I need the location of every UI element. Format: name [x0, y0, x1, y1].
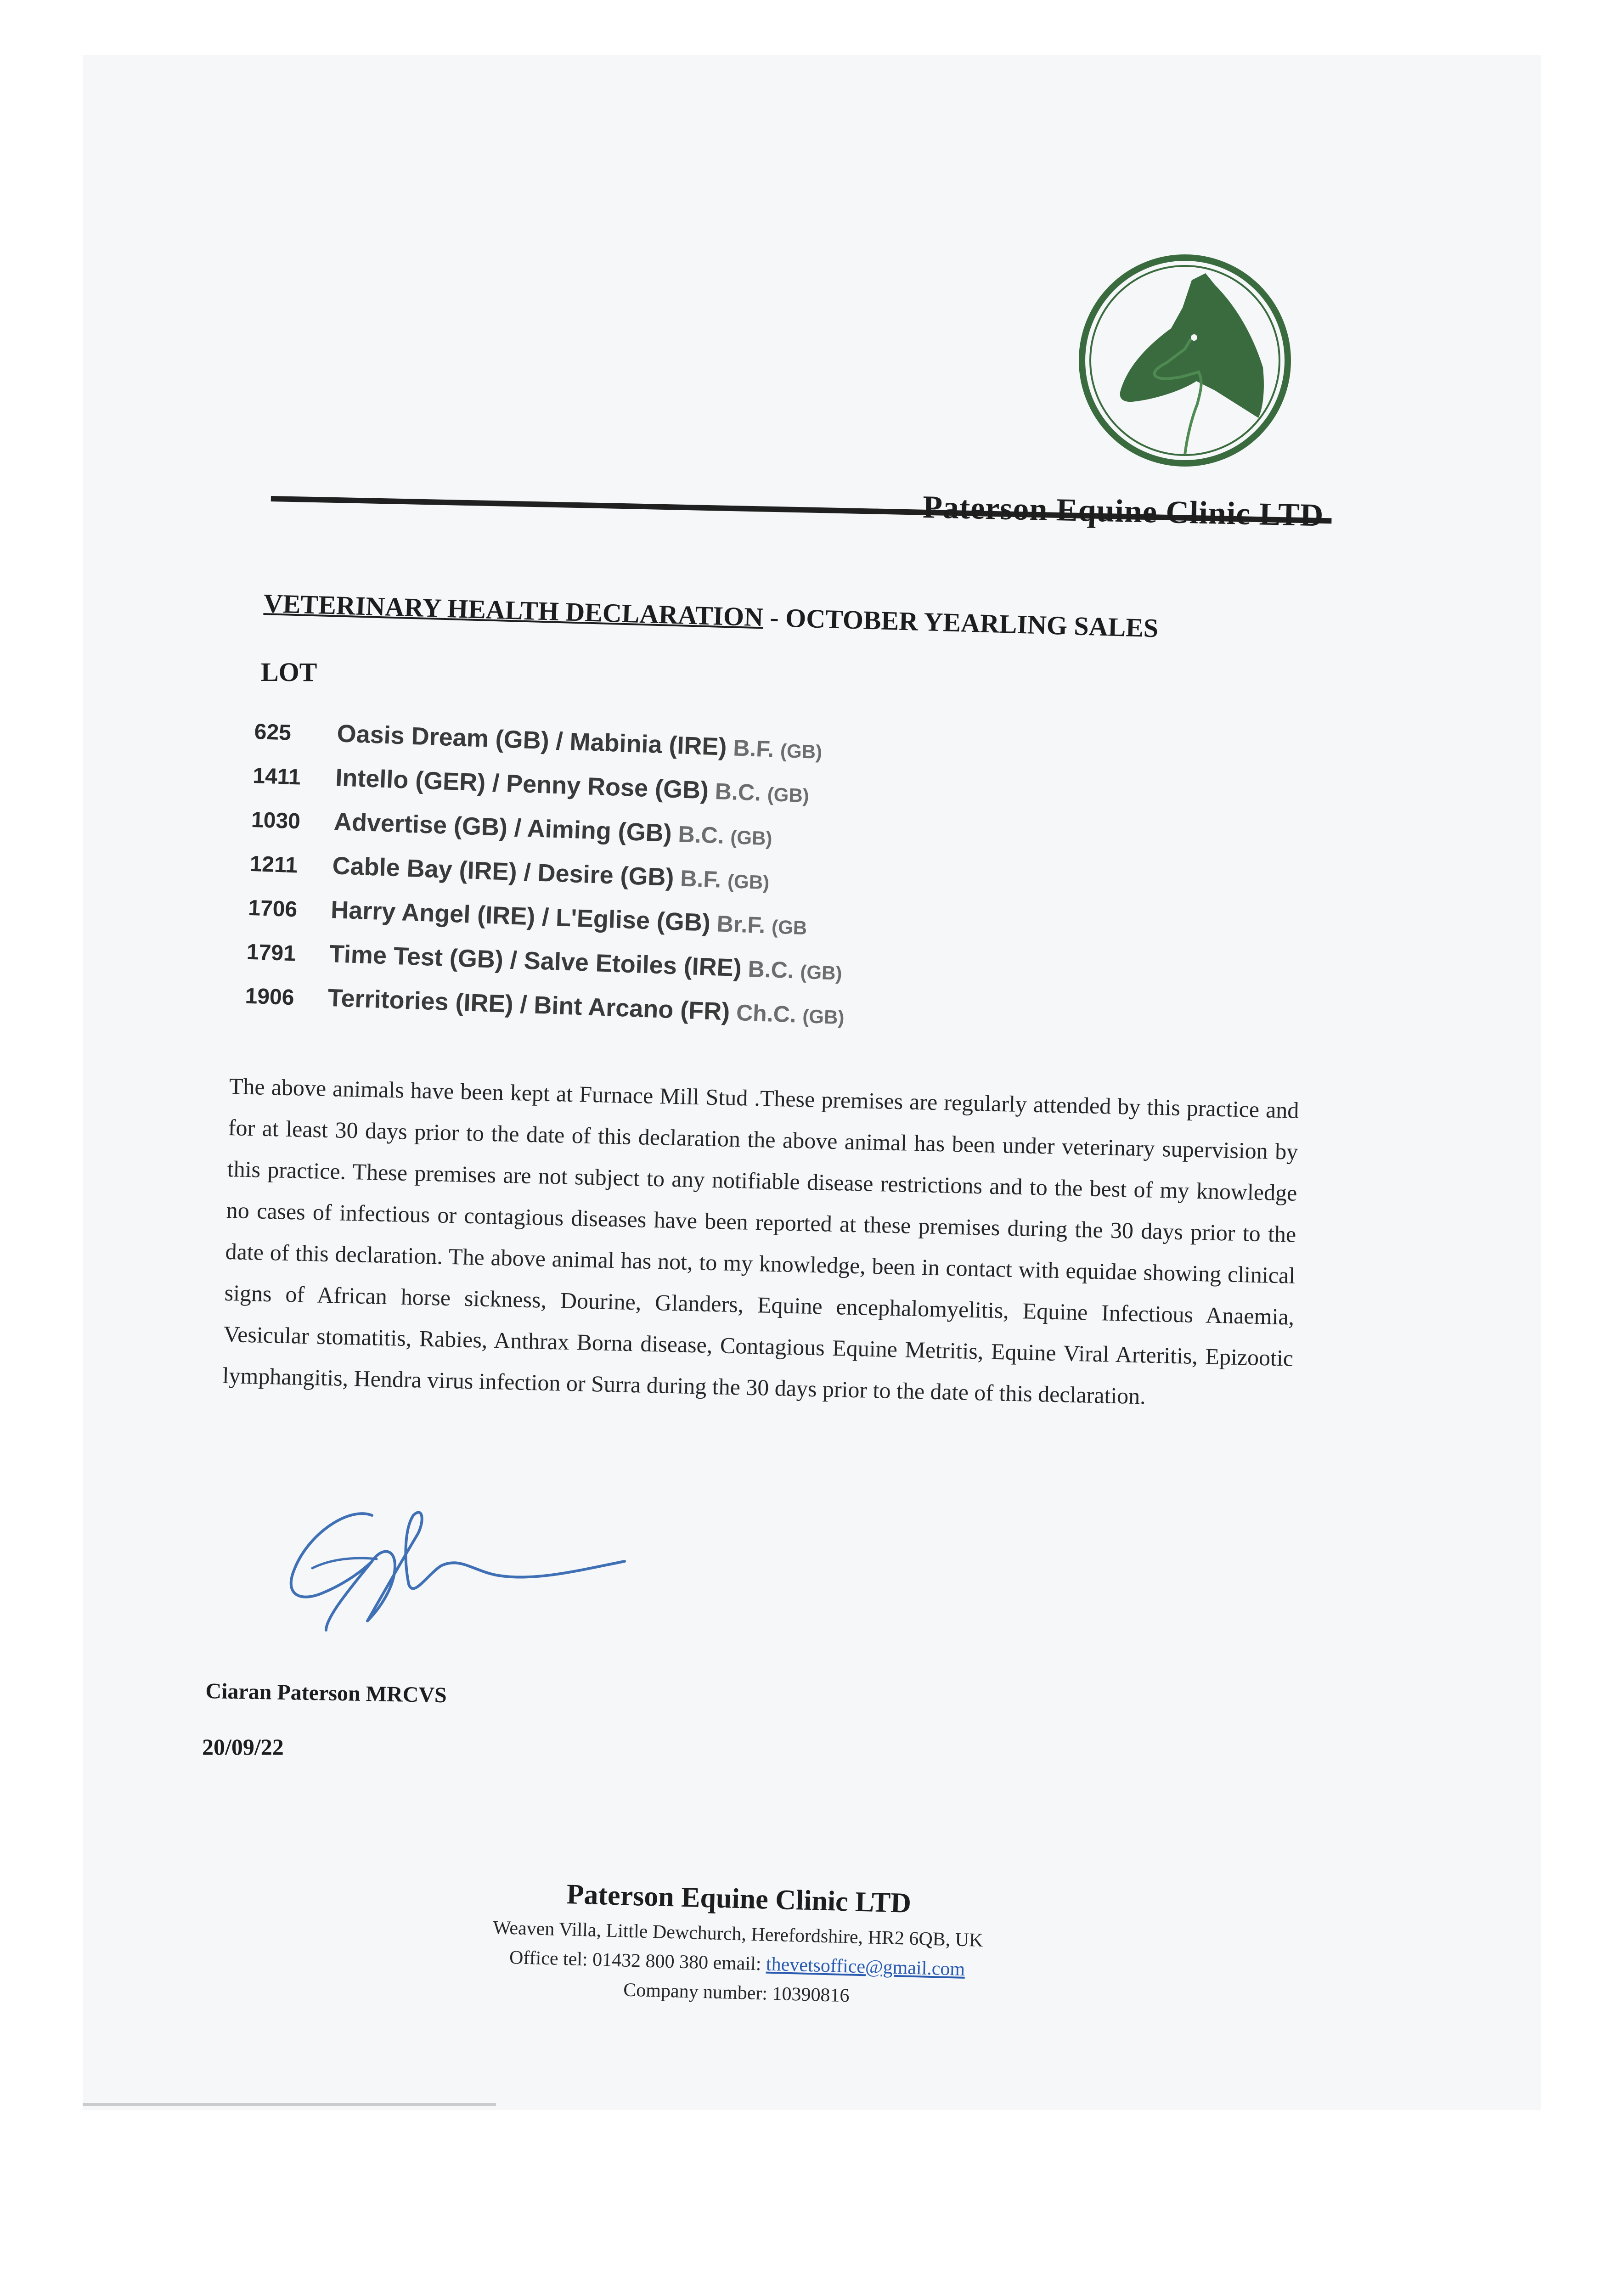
lot-horse: Time Test (GB) / Salve Etoiles (IRE)	[329, 940, 742, 982]
lot-country: (GB)	[727, 870, 770, 894]
lot-horse: Territories (IRE) / Bint Arcano (FR)	[327, 984, 731, 1026]
lot-country: (GB)	[730, 826, 773, 850]
lot-country: (GB)	[780, 739, 823, 763]
signatory-name: Ciaran Paterson MRCVS	[205, 1678, 447, 1708]
signature	[257, 1479, 652, 1653]
lot-horse: Advertise (GB) / Aiming (GB)	[333, 808, 672, 847]
footer-email-link[interactable]: thevetsoffice@gmail.com	[766, 1953, 965, 1980]
lot-horse: Oasis Dream (GB) / Mabinia (IRE)	[336, 720, 727, 761]
lot-sex: Br.F.	[716, 911, 766, 939]
lot-sex: B.F.	[733, 735, 775, 762]
lot-sex: B.C.	[747, 956, 795, 984]
lot-sex: B.F.	[680, 865, 722, 893]
lot-list	[244, 716, 1127, 1055]
footer	[410, 1869, 1065, 2016]
lot-sex: B.C.	[715, 778, 761, 806]
lot-number: 1030	[251, 807, 301, 834]
title-underlined: VETERINARY HEALTH DECLARATION	[263, 588, 764, 632]
lot-country: (GB)	[802, 1005, 845, 1029]
lot-country: (GB	[771, 916, 808, 939]
horse-head-logo-icon	[1077, 253, 1293, 468]
lot-number: 1411	[252, 763, 301, 790]
lot-sex: B.C.	[677, 821, 725, 849]
footer-company-number: Company number: 10390816	[623, 1979, 850, 2007]
footer-clinic-name: Paterson Equine Clinic LTD	[566, 1879, 912, 1919]
lot-country: (GB)	[800, 961, 843, 984]
lot-number: 1211	[249, 851, 298, 878]
lot-horse: Cable Bay (IRE) / Desire (GB)	[332, 852, 675, 892]
lot-sex: Ch.C.	[736, 999, 797, 1028]
lot-horse: Intello (GER) / Penny Rose (GB)	[335, 764, 710, 805]
lot-label: LOT	[261, 657, 317, 687]
clinic-name: Paterson Equine Clinic LTD	[922, 489, 1324, 534]
lot-number: 1706	[248, 895, 298, 922]
footer-address: Weaven Villa, Little Dewchurch, Herefordshire, HR2 6QB, UK	[492, 1917, 983, 1951]
page-edge	[83, 2103, 496, 2106]
lot-country: (GB)	[767, 783, 810, 807]
title-rest: - OCTOBER YEARLING SALES	[763, 602, 1159, 643]
lot-horse: Harry Angel (IRE) / L'Eglise (GB)	[330, 896, 711, 937]
lot-number: 625	[254, 719, 292, 745]
declaration-paragraph: The above animals have been kept at Furnace Mill Stud .These premises are regularly attended by this practice and for at least 30 days prior to the date of this declaration the above animal has been under veterinary supervision by this practice. These premises are not subject to any notifiable disease restrictions and to the best of my knowledge no cases of infectious or contagious diseases have been reported at these premises during the 30 days prior to the date of this declaration. The above animal has not, to my knowledge, been in contact with equidae showing clinical signs of African horse sickness, Dourine, Glanders, Equine encephalomyelitis, Equine Infectious Anaemia, Vesicular stomatitis, Rabies, Anthrax Borna disease, Contagious Equine Metritis, Equine Viral Arteritis, Epizootic lymphangitis, Hendra virus infection or Surra during the 30 days prior to the date of this declaration.	[222, 1073, 1300, 1409]
footer-tel: Office tel: 01432 800 380 email:	[509, 1947, 766, 1975]
lot-number: 1791	[246, 940, 296, 966]
declaration-date: 20/09/22	[202, 1734, 284, 1760]
lot-number: 1906	[244, 984, 295, 1010]
